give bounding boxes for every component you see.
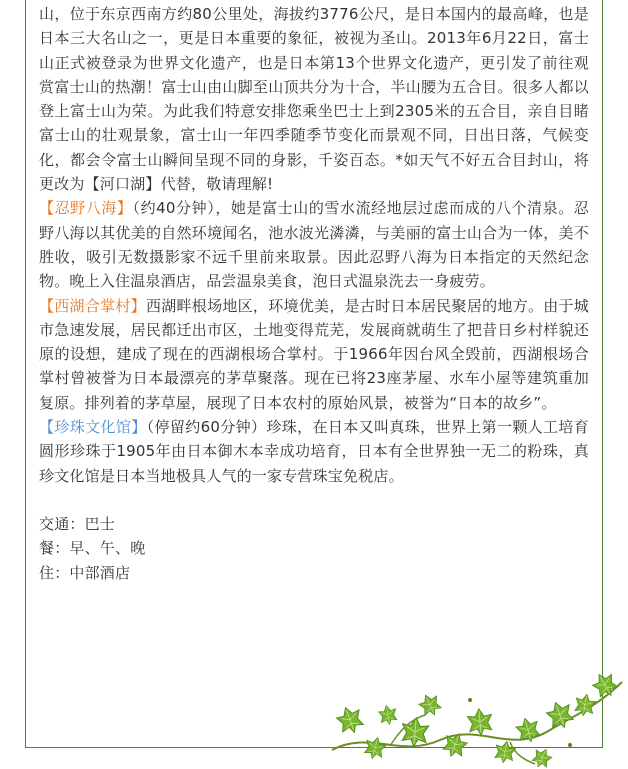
- section-saiko: [39, 294, 589, 415]
- spacer: [39, 488, 589, 512]
- transport-info: 交通：巴士: [39, 514, 116, 533]
- itinerary-content: [39, 2, 589, 585]
- section-tag-oshino: 【忍野八海】: [39, 199, 133, 218]
- section-tag-saiko: 【西湖合掌村】: [39, 296, 146, 315]
- section-pearl: [39, 415, 589, 488]
- section-text-saiko: 西湖畔根场地区，环境优美，是古时日本居民聚居的地方。由于城市急速发展，居民都迁出市区，土地变得荒芜，发展商就萌生了把昔日乡村样貌还原的设想，建成了现在的西湖根场合掌村。于1966年因台风全毁前，西湖根场合掌村曾被誉为日本最漂亮的茅草聚落。现在已将23座茅屋、水车小屋等建筑重加复原。排列着的茅草屋，展现了日本农村的原始风景，被誉为“日本的故乡”。: [39, 296, 589, 412]
- fuji-intro-paragraph: 山，位于东京西南方约80公里处，海拔约3776公尺，是日本国内的最高峰，也是日本三大名山之一，更是日本重要的象征，被视为圣山。2013年6月22日，富士山正式被登录为世界文化遗产，也是日本第13个世界文化遗产，更引发了前往观赏富士山的热潮！富士山由山脚至山顶共分为十合，半山腰为五合目。很多人都以登上富士山为荣。为此我们特意安排您乘坐巴士上到2305米的五合目，亲自目睹富士山的壮观景象，富士山一年四季随季节变化而景观不同，日出日落，气候变化，都会令富士山瞬间呈现不同的身影，千姿百态。*如天气不好五合目封山，将更改为【河口湖】代替，敬请理解!: [39, 5, 589, 194]
- meals-info: 餐：早、午、晚: [39, 539, 146, 558]
- section-text-oshino: （约40分钟），她是富士山的雪水流经地层过虑而成的八个清泉。忍野八海以其优美的自然环境闻名，池水波光潾潾，与美丽的富士山合为一体，美不胜收，吸引无数摄影家不远千里前来取景。因此忍野八海为日本指定的天然纪念物。晚上入住温泉酒店，品尝温泉美食，泡日式温泉洗去一身疲劳。: [39, 199, 589, 291]
- ivy-vine-decoration: [330, 660, 628, 769]
- section-oshino: [39, 196, 589, 293]
- hotel-info: 住：中部酒店: [39, 563, 131, 582]
- section-tag-pearl: 【珍珠文化馆】: [39, 418, 147, 437]
- section-text-pearl: （停留约60分钟）珍珠，在日本又叫真珠，世界上第一颗人工培育圆形珍珠于1905年由日本御木本幸成功培育，日本有全世界独一无二的粉珠，真珍文化馆是日本当地极具人气的一家专营珠宝免税店。: [39, 418, 589, 485]
